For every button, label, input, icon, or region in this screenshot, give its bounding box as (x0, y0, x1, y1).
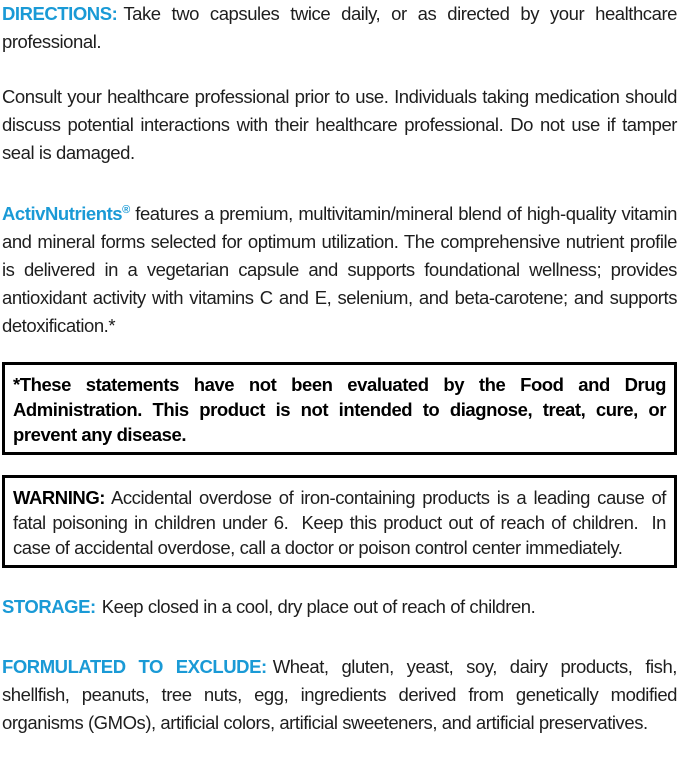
warning-box (2, 475, 677, 568)
warning-text: Accidental overdose of iron-containing products is a leading cause of fatal poisoning in children under 6. Keep this product out of reach of children. In case of accidental overdose, call a doctor or poison control center immediately. (13, 487, 671, 559)
product-description (2, 196, 677, 340)
fda-disclaimer-text: *These statements have not been evaluated by the Food and Drug Administration. This product is not intended to diagnose, treat, cure, or prevent any disease. (13, 374, 666, 446)
directions-heading: DIRECTIONS: (2, 3, 118, 24)
formulated-to-exclude-heading: FORMULATED TO EXCLUDE: (2, 656, 267, 678)
consult-notice (2, 83, 677, 167)
storage-section (2, 593, 677, 621)
registered-trademark-symbol: ® (122, 204, 131, 216)
supplement-label-panel (2, 0, 677, 737)
storage-heading: STORAGE: (2, 596, 96, 618)
product-description-text: features a premium, multivitamin/mineral blend of high-quality vitamin and mineral forms selected for optimum utilization. The comprehensive nutrient profile is delivered in a vegetarian capsule and supports foundational wellness; provides antioxidant activity with vitamins C and E, selenium, and beta-carotene; and supports detoxification.* (2, 203, 677, 337)
storage-text: Keep closed in a cool, dry place out of reach of children. (101, 596, 536, 618)
formulated-to-exclude-text: Wheat, gluten, yeast, soy, dairy products, fish, shellfish, peanuts, tree nuts, egg, ingredients derived from genetically modified organisms (GMOs), artificial colors, artificial sweeteners, and artificial preservatives. (2, 656, 677, 734)
warning-heading: WARNING: (13, 487, 105, 509)
directions-section (2, 0, 677, 56)
consult-text: Consult your healthcare professional prior to use. Individuals taking medication should discuss potential interactions with their healthcare professional. Do not use if tamper seal is damaged. (2, 86, 677, 163)
formulated-to-exclude-section (2, 653, 677, 737)
fda-disclaimer-box (2, 362, 677, 455)
directions-text: Take two capsules twice daily, or as directed by your healthcare professional. (2, 3, 677, 52)
product-name: ActivNutrients (2, 203, 123, 225)
